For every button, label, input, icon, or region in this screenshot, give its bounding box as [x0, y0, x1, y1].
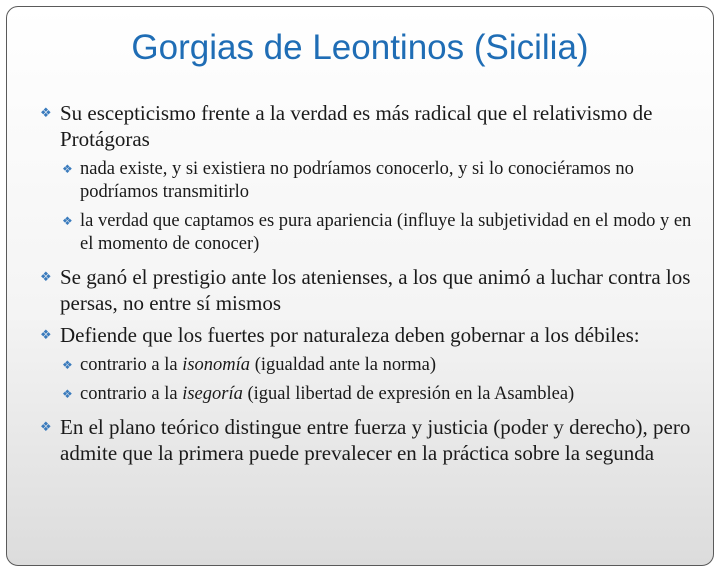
bullet-1-sub-2-text: la verdad que captamos es pura apariencia (influye la subjetividad en el modo y en el momento de conocer) — [80, 211, 692, 254]
bullet-1-sub-1 — [40, 158, 700, 204]
bullet-1-text: Su escepticismo frente a la verdad es más radical que el relativismo de Protágoras — [60, 101, 653, 151]
bullet-2-text: Se ganó el prestigio ante los atenienses, a los que animó a luchar contra los persas, no entre sí mismos — [60, 265, 691, 315]
bullet-3-text: Defiende que los fuertes por naturaleza deben gobernar a los débiles: — [60, 323, 640, 347]
bullet-3-sub-1-text — [80, 354, 700, 377]
bullet-1-sub-2 — [40, 210, 700, 256]
diamond-bullet-icon: ❖ — [40, 105, 52, 120]
bullet-1-sub-1-text: nada existe, y si existiera no podríamos conocerlo, y si lo conociéramos no podríamos transmitirlo — [80, 159, 634, 202]
diamond-bullet-icon: ❖ — [62, 162, 73, 176]
bullet-1 — [40, 100, 700, 152]
bullet-3 — [40, 322, 700, 348]
diamond-bullet-icon: ❖ — [40, 327, 52, 342]
bullet-3-sub-1-prefix: contrario a la — [80, 355, 183, 375]
bullet-3-sub-2 — [40, 383, 700, 406]
diamond-bullet-icon: ❖ — [62, 387, 73, 401]
diamond-bullet-icon: ❖ — [62, 358, 73, 372]
bullet-3-sub-2-suffix: (igual libertad de expresión en la Asamblea) — [242, 384, 575, 404]
diamond-bullet-icon: ❖ — [40, 269, 52, 284]
bullet-4 — [40, 414, 700, 466]
bullet-3-sub-2-prefix: contrario a la — [80, 384, 183, 404]
bullet-3-sub-1-suffix: (igualdad ante la norma) — [250, 355, 437, 375]
bullet-2 — [40, 264, 700, 316]
bullet-3-sub-1 — [40, 354, 700, 377]
diamond-bullet-icon: ❖ — [40, 419, 52, 434]
bullet-3-sub-2-text — [80, 383, 700, 406]
bullet-4-text: En el plano teórico distingue entre fuerza y justicia (poder y derecho), pero admite que la primera puede prevalecer en la práctica sobre la segunda — [60, 415, 691, 465]
isonomia-term: isonomía — [182, 355, 251, 375]
slide-title: Gorgias de Leontinos (Sicilia) — [131, 28, 589, 67]
slide-body — [40, 100, 700, 472]
diamond-bullet-icon: ❖ — [62, 214, 73, 228]
isegoria-term: isegoría — [182, 384, 243, 404]
